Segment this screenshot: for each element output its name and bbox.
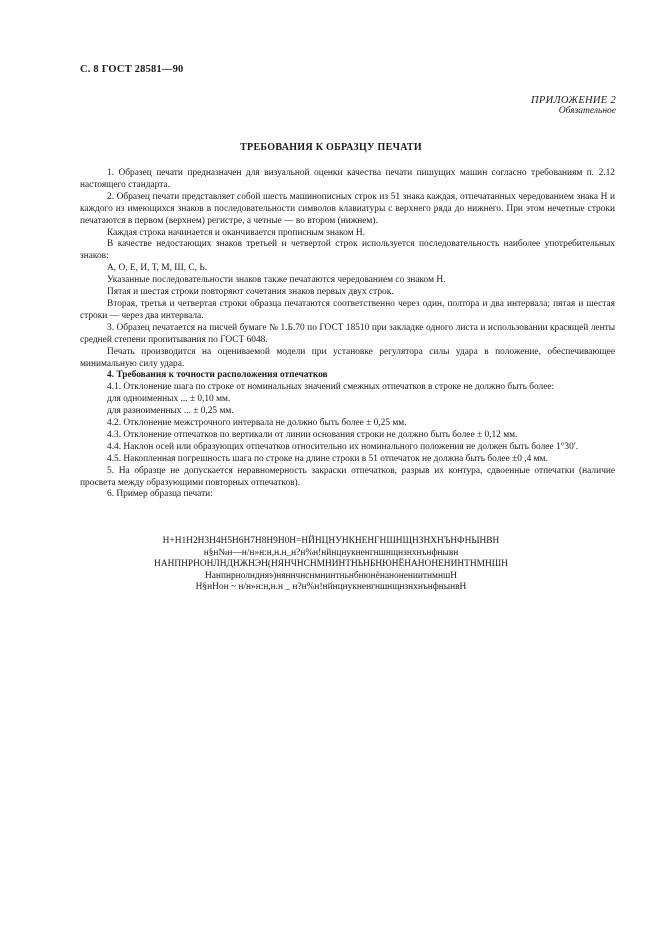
appendix-status: Обязательное — [558, 106, 616, 116]
paragraph-alternation: Указанные последовательности знаков также печатаются чередованием со знаком Н. — [107, 275, 446, 286]
paragraph-4-5: 4.5. Накопленная погрешность шага по строке на длине строки в 51 отпечаток не должна быть более ±0 ,4 мм. — [107, 453, 548, 464]
paragraph-5: 5. На образце не допускается неравномерность закраски отпечатков, разрыв их контура, сдвоенные отпечатки (наличие просвета между образующими повторных отпечатков). — [80, 465, 615, 488]
paragraph-1: 1. Образец печати предназначен для визуальной оценки качества печати пишущих машин согласно требованиям п. 2.12 настоящего стандарта. — [80, 168, 615, 190]
appendix-block — [531, 95, 616, 116]
paragraph-sign-list: А, О, Е, И, Т, М, Ш, С, Ь. — [107, 263, 208, 274]
document-body — [80, 168, 615, 501]
section-title: ТРЕБОВАНИЯ К ОБРАЗЦУ ПЕЧАТИ — [240, 142, 422, 153]
paragraph-same-name: для одноименных ... ± 0,10 мм. — [107, 394, 231, 405]
paragraph-impact: Печать производится на оцениваемой модели при установке регулятора силы удара в положение, обеспечивающее минимальную силу удара. — [80, 346, 615, 369]
paragraph-2: 2. Образец печати представляет собой шесть машинописных строк из 51 знака каждая, отпечатанных чередованием знака Н и каждого из имеющихся знаков в последовательности символов клавиатуры с верхнего ряда до нижнего. При этом нечетные строки печатаются в первом (верхнем) регистре, а четные — во втором (нижнем). — [80, 191, 615, 226]
paragraph-intervals: Вторая, третья и четвертая строки образца печатаются соответственно через один, полтора и два интервала; пятая и шестая строки — через два интервала. — [80, 298, 615, 321]
paragraph-line-start: Каждая строка начинается и оканчивается прописным знаком Н. — [107, 227, 365, 238]
paragraph-4-2: 4.2. Отклонение межстрочного интервала не должно быть более ± 0,25 мм. — [107, 418, 407, 429]
sample-line-3: НАНПНРНОНЛНДНЖНЭН(НЯНЧНСНМНИНТНЬНБНЮНЁНАНОНЕНИНТНМНШН — [154, 559, 508, 570]
paragraph-4-3: 4.3. Отклонение отпечатков по вертикали от линии основания строки не должно быть более ± 0,12 мм. — [107, 429, 518, 440]
page-header: С. 8 ГОСТ 28581—90 — [80, 64, 184, 75]
print-sample — [0, 536, 662, 594]
paragraph-3: 3. Образец печатается на писчей бумаге № 1.Б.70 по ГОСТ 18510 при закладке одного листа и использовании красящей ленты средней степени пропитывания по ГОСТ 6048. — [80, 322, 615, 345]
paragraph-6: 6. Пример образца печати: — [107, 489, 213, 500]
appendix-label: ПРИЛОЖЕНИЕ 2 — [531, 95, 616, 106]
paragraph-missing-signs: В качестве недостающих знаков третьей и четвертой строк используется последовательность наиболее употребительных знаков: — [80, 239, 615, 262]
sample-line-2: н§н№н—н/н»н:н,н.н_н?н%н!нйнцнукненгншнщнзнхнънфнывн — [203, 547, 459, 558]
sample-line-4: Нанпнрнолндняэ)няннчнснмнинтньнбнюнёнанонениитнмншН — [205, 570, 457, 581]
sample-line-1: Н+Н1Н2Н3Н4Н5Н6Н7Н8Н9Н0Н=НЙНЦНУНКНЕНГНШНЩНЗНХНЪНФНЫНВН — [162, 536, 500, 546]
paragraph-4-1: 4.1. Отклонение шага по строке от номинальных значений смежных отпечатков в строке не должно быть более: — [107, 382, 555, 393]
paragraph-lines-5-6: Пятая и шестая строки повторяют сочетания знаков первых двух строк. — [107, 287, 394, 298]
paragraph-4-4: 4.4. Наклон осей или образующих отпечатков относительно их номинального положения не должен быть более 1°30′. — [107, 441, 579, 452]
paragraph-different-name: для разноименных ... ± 0,25 мм. — [107, 406, 234, 417]
section-4-heading: 4. Требования к точности расположения отпечатков — [107, 370, 328, 381]
sample-line-5: Н§нНон ~ н/н»н:н,н.н _ н?н%н!нйнцнукненгншнщнзнхнънфнынвН — [195, 582, 467, 593]
